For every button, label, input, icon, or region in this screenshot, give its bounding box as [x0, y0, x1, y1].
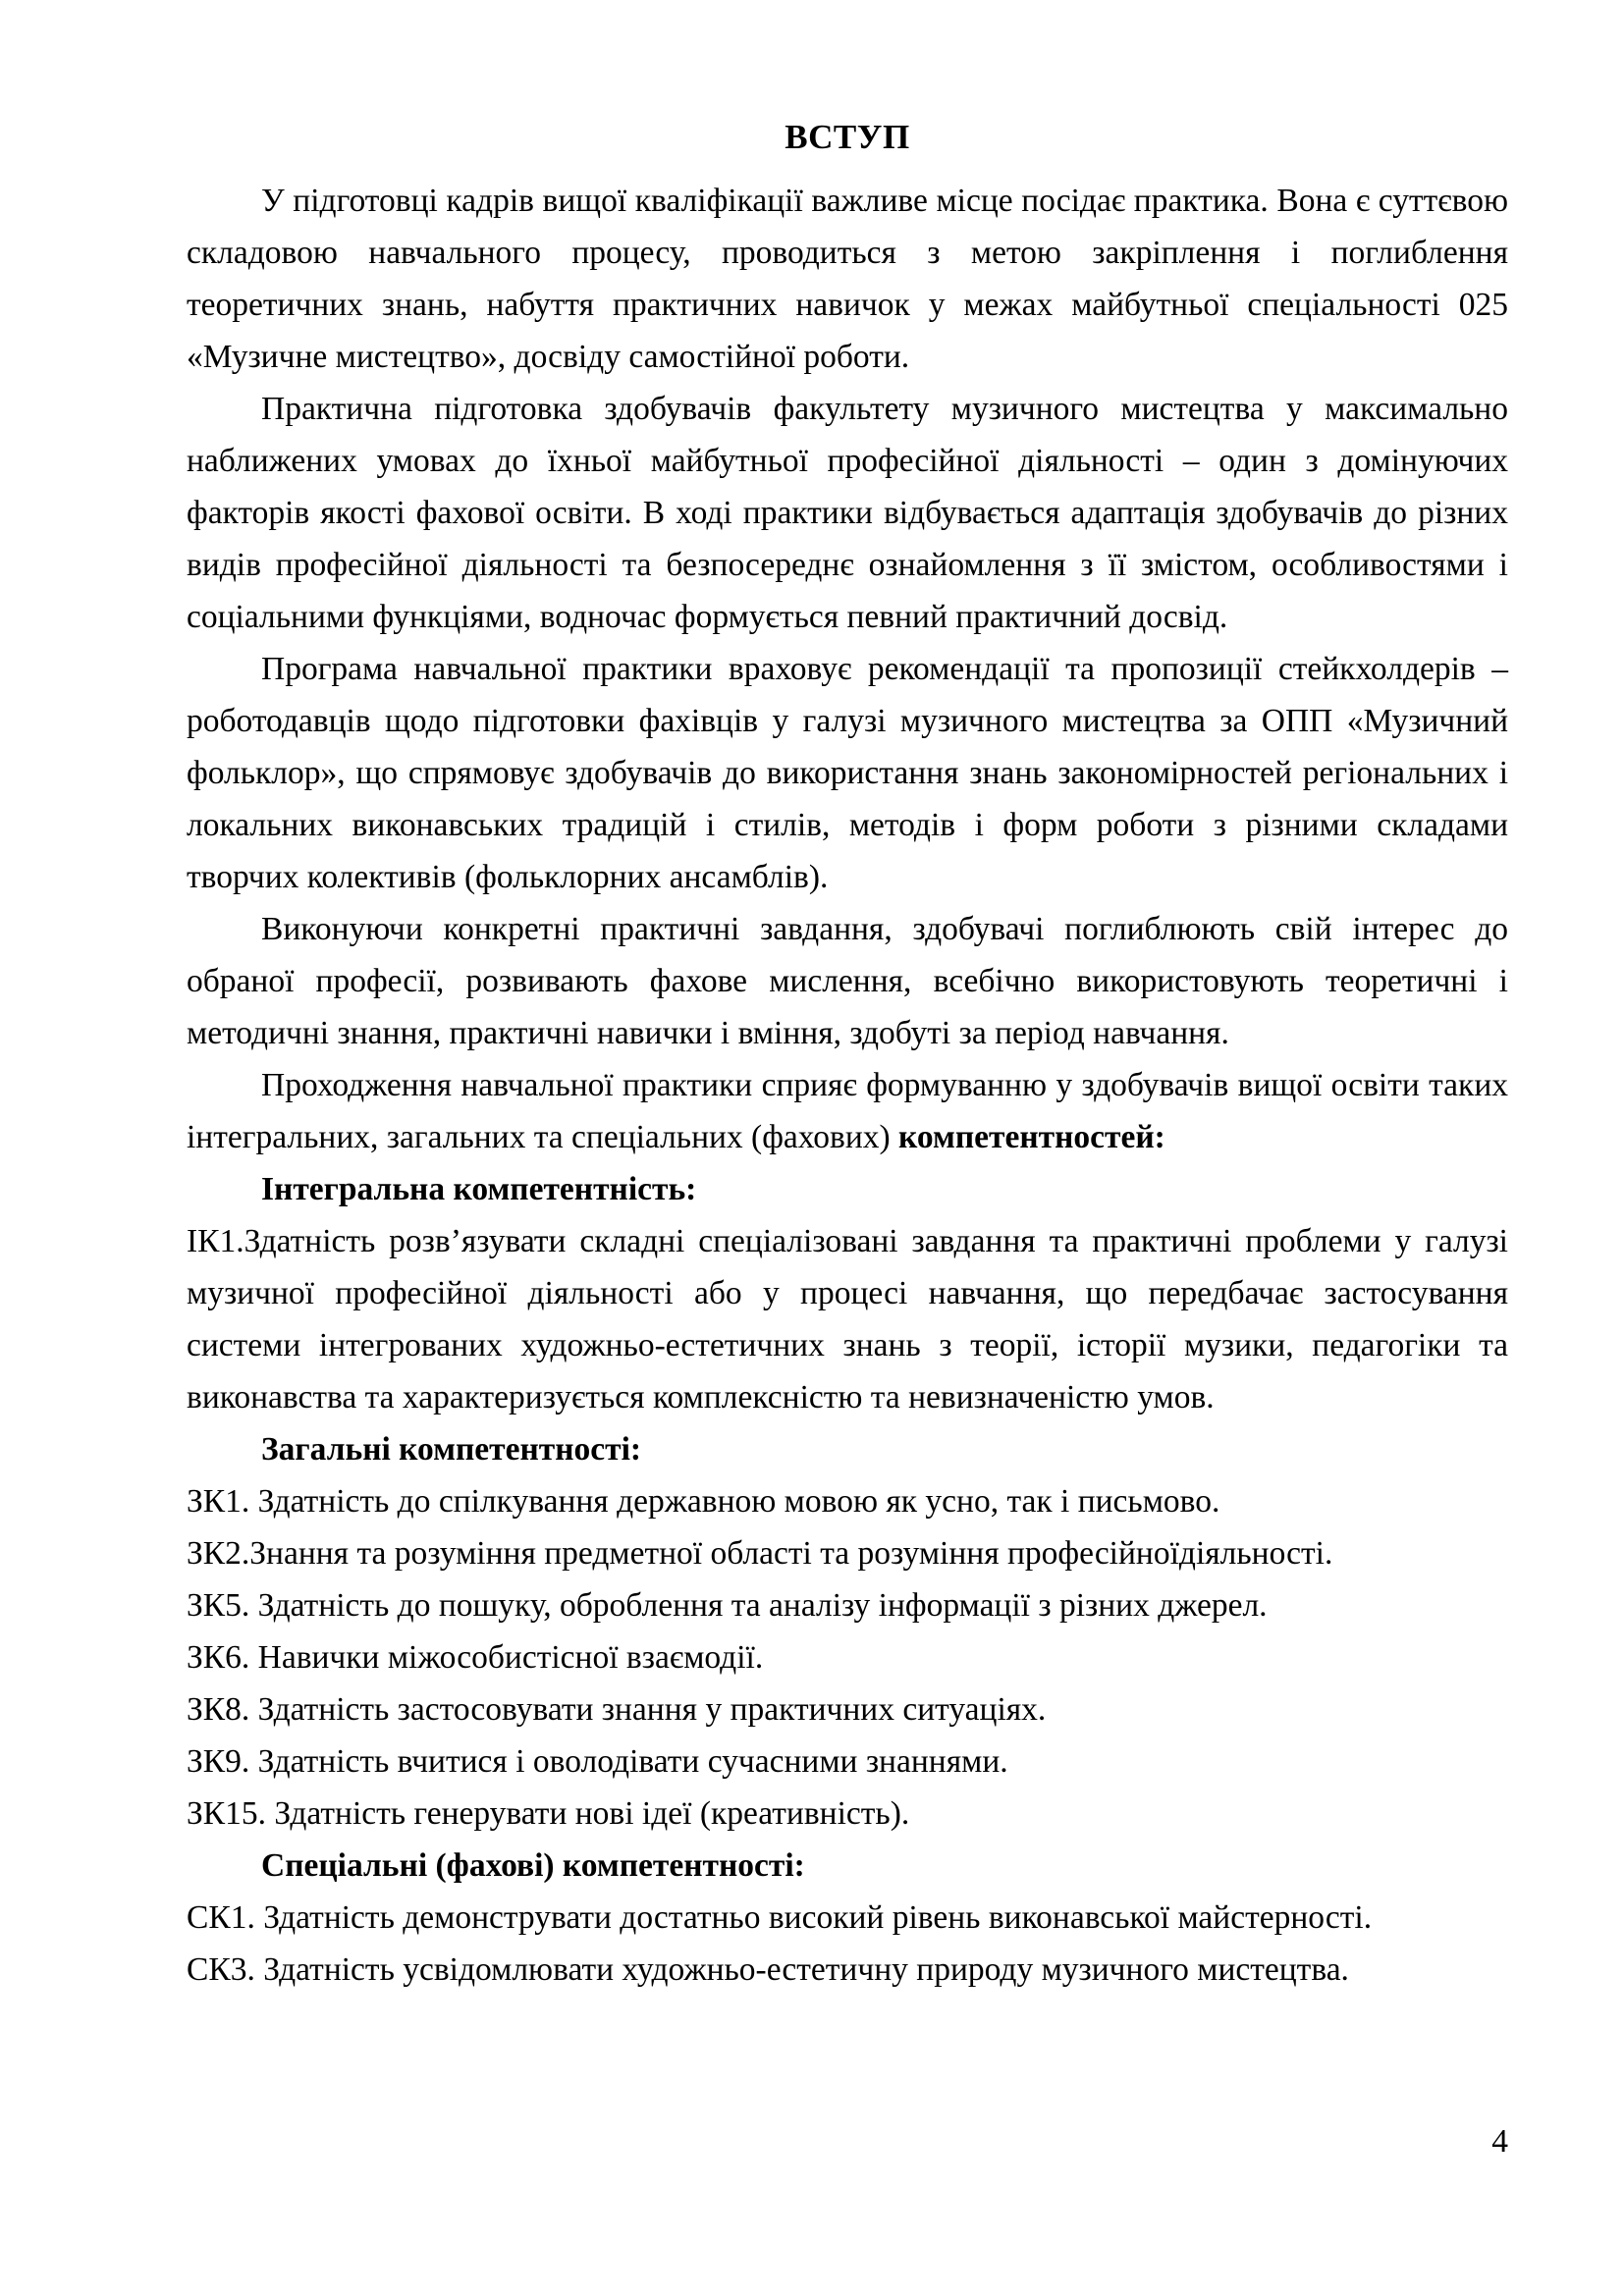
paragraph-competence-lead	[187, 1059, 1508, 1163]
page-title: ВСТУП	[785, 118, 910, 156]
item-sk1: СК1. Здатність демонструвати достатньо високий рівень виконавської майстерності.	[187, 1898, 1373, 1936]
item-zk2: ЗК2.Знання та розуміння предметної області та розуміння професійноїдіяльності.	[187, 1534, 1333, 1572]
item-zk1: ЗК1. Здатність до спілкування державною мовою як усно, так і письмово.	[187, 1482, 1220, 1520]
item-ik1: ІК1.Здатність розв’язувати складні спеціалізовані завдання та практичні проблеми у галузі музичної професійної діяльності або у процесі навчання, що передбачає застосування системи інтегрованих художньо-естетичних знань з теорії, історії музики, педагогіки та виконавства та характеризується комплексністю та невизначеністю умов.	[187, 1222, 1508, 1415]
heading-special-competences: Спеціальні (фахові) компетентності:	[261, 1846, 805, 1884]
paragraph-intro-4: Виконуючи конкретні практичні завдання, здобувачі поглиблюють свій інтерес до обраної професії, розвивають фахове мислення, всебічно використовують теоретичні і методичні знання, практичні навички і вміння, здобуті за період навчання.	[187, 910, 1508, 1051]
paragraph-intro-1: У підготовці кадрів вищої кваліфікації важливе місце посідає практика. Вона є суттєвою складовою навчального процесу, проводиться з метою закріплення і поглиблення теоретичних знань, набуття практичних навичок у межах майбутньої спеціальності 025 «Музичне мистецтво», досвіду самостійної роботи.	[187, 182, 1508, 375]
heading-integral-competence: Інтегральна компетентність:	[261, 1170, 697, 1207]
paragraph-intro-2: Практична підготовка здобувачів факультету музичного мистецтва у максимально наближених умовах до їхньої майбутньої професійної діяльності – один з домінуючих факторів якості фахової освіти. В ході практики відбувається адаптація здобувачів до різних видів професійної діяльності та безпосереднє ознайомлення з її змістом, особливостями і соціальними функціями, водночас формується певний практичний досвід.	[187, 390, 1508, 635]
item-zk6: ЗК6. Навички міжособистісної взаємодії.	[187, 1638, 764, 1676]
item-zk15: ЗК15. Здатність генерувати нові ідеї (креативність).	[187, 1794, 910, 1832]
item-zk8: ЗК8. Здатність застосовувати знання у практичних ситуаціях.	[187, 1690, 1047, 1728]
item-sk3: СК3. Здатність усвідомлювати художньо-естетичну природу музичного мистецтва.	[187, 1950, 1349, 1988]
competence-lead-text: Проходження навчальної практики сприяє формуванню у здобувачів вищої освіти таких інтегральних, загальних та спеціальних (фахових)	[187, 1066, 1508, 1155]
paragraph-intro-3: Програма навчальної практики враховує рекомендації та пропозиції стейкхолдерів – роботодавців щодо підготовки фахівців у галузі музичного мистецтва за ОПП «Музичний фольклор», що спрямовує здобувачів до використання знань закономірностей регіональних і локальних виконавських традицій і стилів, методів і форм роботи з різними складами творчих колективів (фольклорних ансамблів).	[187, 650, 1508, 895]
competence-lead-bold: компетентностей:	[898, 1118, 1165, 1155]
item-zk9: ЗК9. Здатність вчитися і оволодівати сучасними знаннями.	[187, 1742, 1008, 1780]
heading-general-competences: Загальні компетентності:	[261, 1430, 642, 1468]
page-content	[187, 116, 1508, 1996]
item-zk5: ЗК5. Здатність до пошуку, оброблення та аналізу інформації з різних джерел.	[187, 1586, 1268, 1624]
page-number: 4	[1491, 2123, 1508, 2160]
